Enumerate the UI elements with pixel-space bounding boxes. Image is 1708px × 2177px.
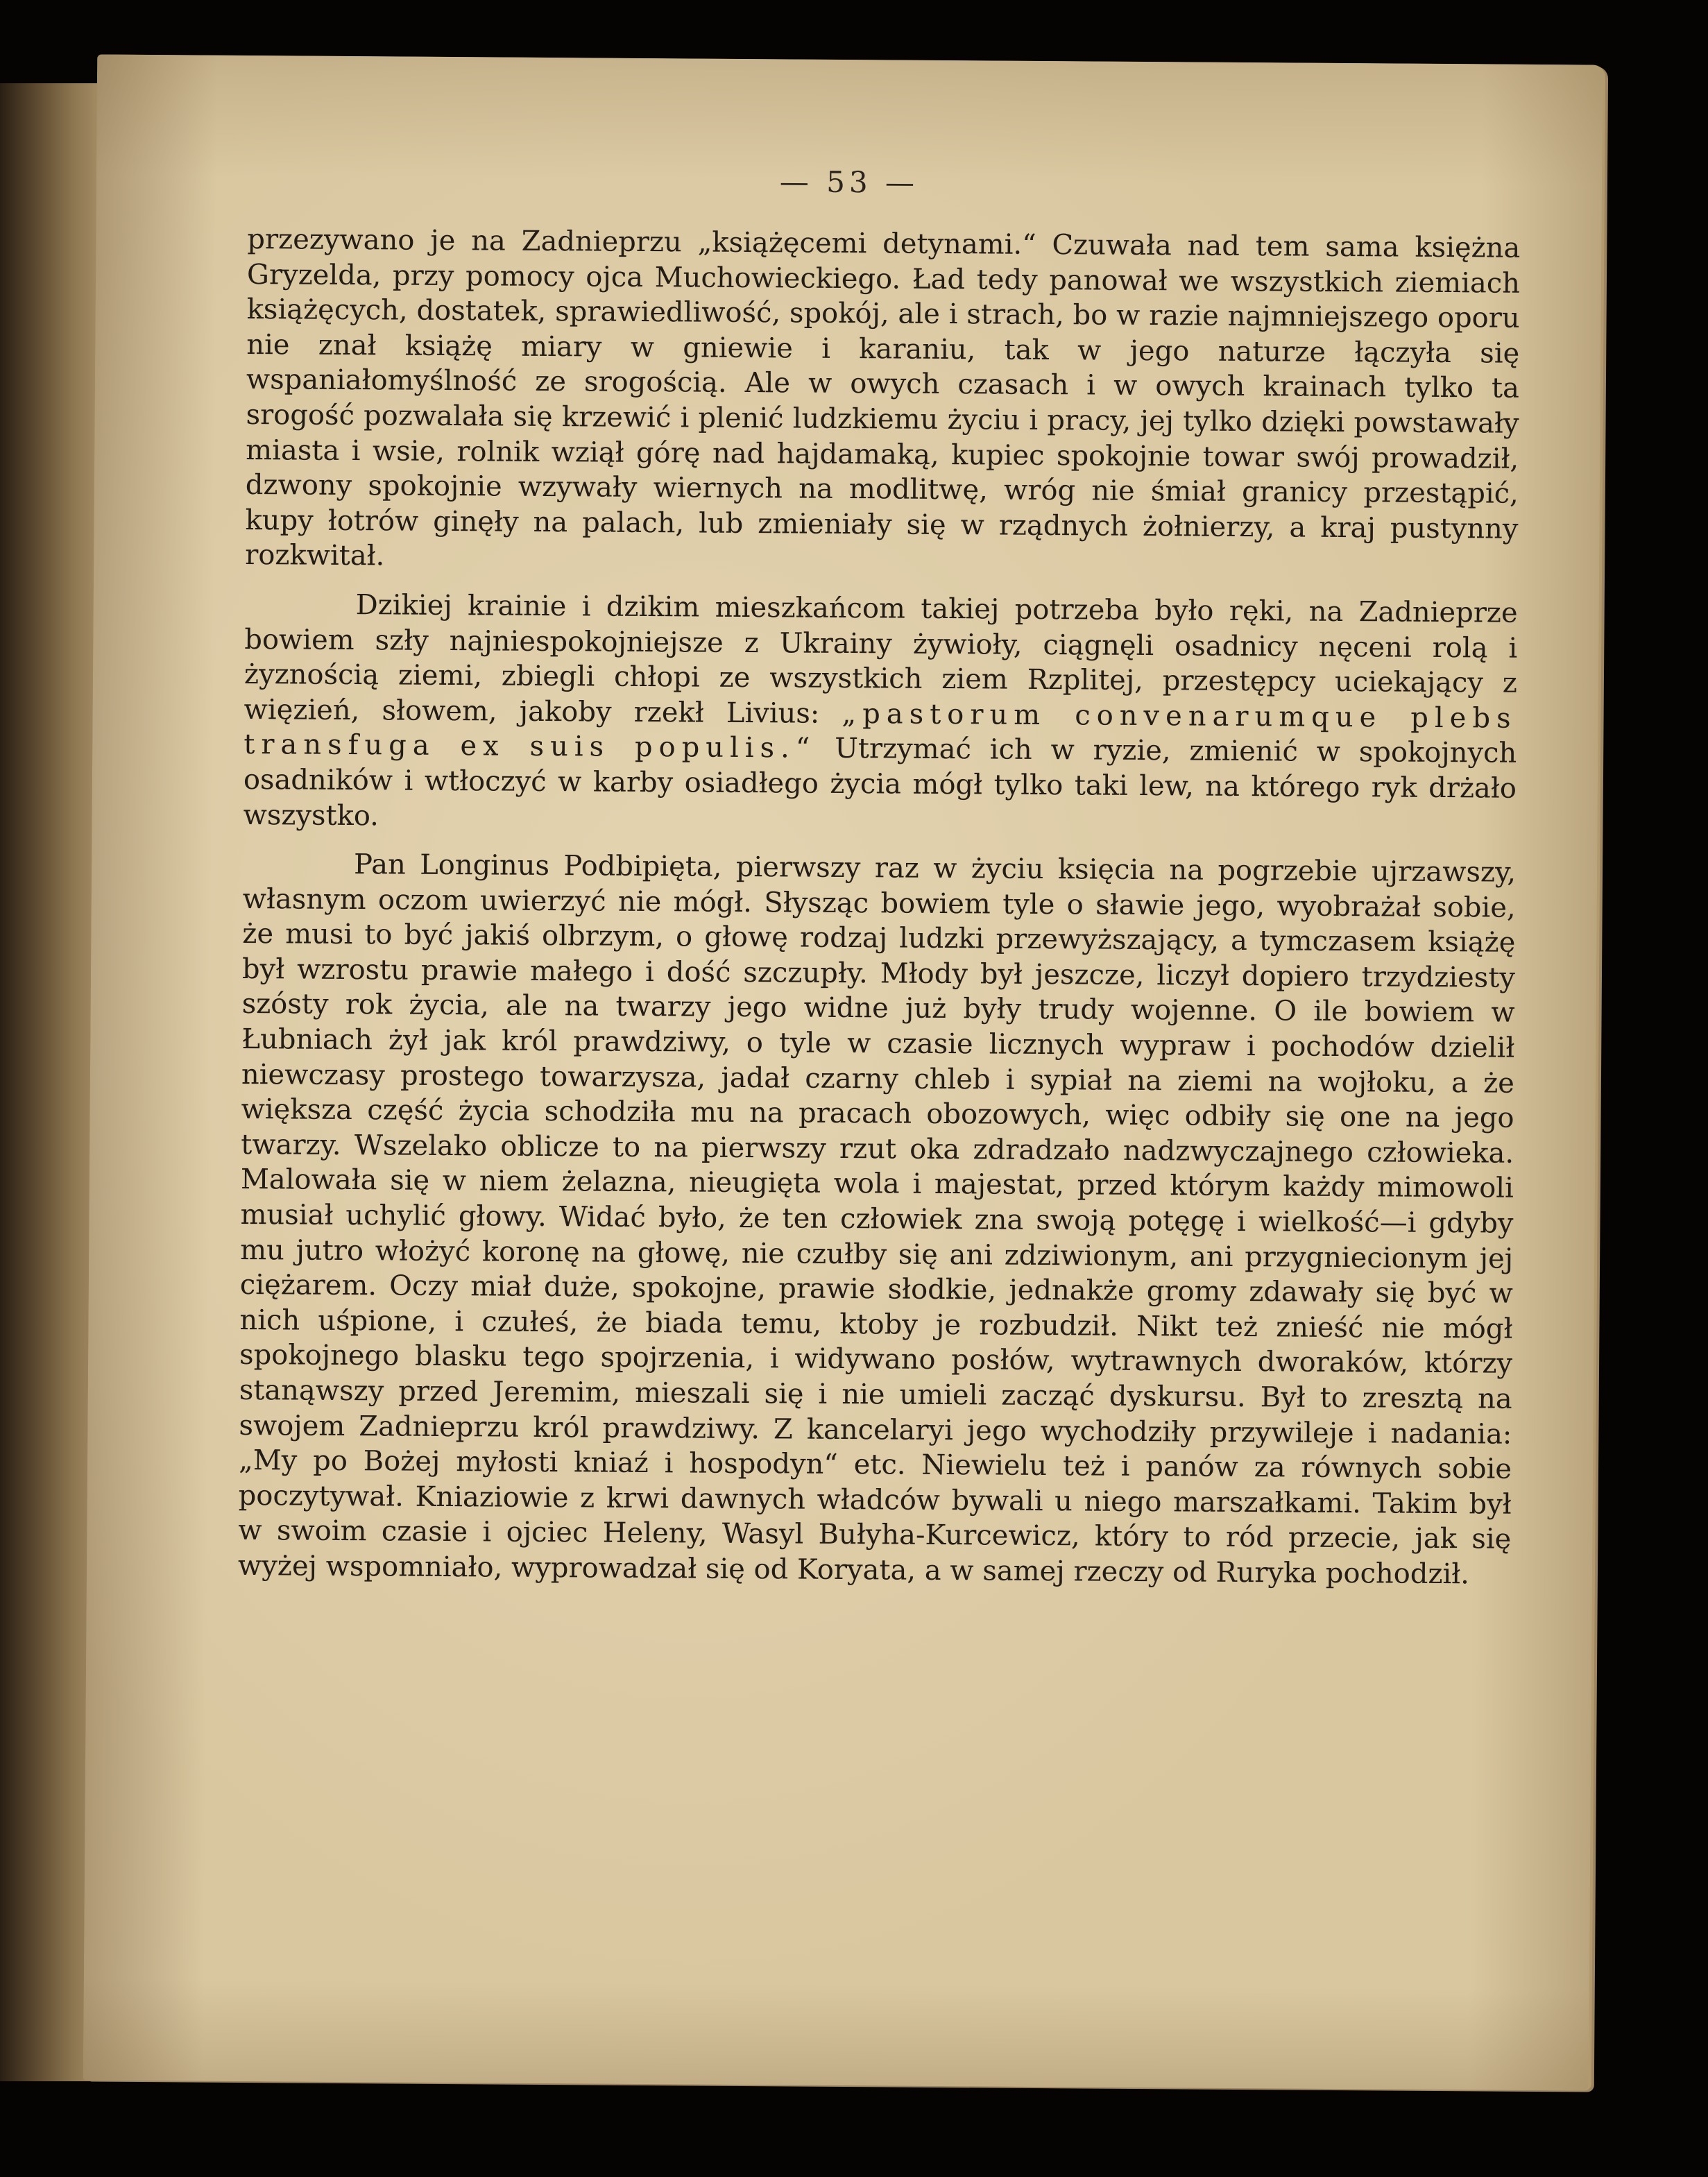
paragraph-2-after: Utrzymać ich w ryzie, zmienić w spokojnych osadników i wtłoczyć w karby osiadłego życia mógł tylko taki lew, na którego ryk drżało wszystko.: [243, 733, 1517, 832]
book-page: [83, 54, 1603, 2090]
page-number: — 53 —: [779, 164, 919, 200]
paragraph-2: [243, 587, 1517, 842]
body-text: [238, 222, 1521, 1592]
paragraph-2-before: Dzikiej krainie i dzikim mieszkańcom takiej potrzeba było ręki, na Zadnieprze bowiem szły najniespokojniejsze z Ukrainy żywioły, ciągnęli osadnicy nęceni rolą i żyznością ziemi, zbiegli chłopi ze wszystkich ziem Rzplitej, przestępcy uciekający z więzień, słowem, jakoby rzekł Livius:: [244, 589, 1518, 730]
paragraph-1: przezywano je na Zadnieprzu „książęcemi detynami.“ Czuwała nad tem sama księżna Gryzelda, przy pomocy ojca Muchowieckiego. Ład tedy panował we wszystkich ziemiach książęcych, dostatek, sprawiedliwość, spokój, ale i strach, bo w razie najmniejszego oporu nie znał książę miary w gniewie i karaniu, tak w jego naturze łączyła się wspaniałomyślność ze srogością. Ale w owych czasach i w owych krainach tylko ta srogość pozwalała się krzewić i plenić ludzkiemu życiu i pracy, jej tylko dzięki powstawały miasta i wsie, rolnik wziął górę nad hajdamaką, kupiec spokojnie towar swój prowadził, dzwony spokojnie wzywały wiernych na modlitwę, wróg nie śmiał granicy przestąpić, kupy łotrów ginęły na palach, lub zmieniały się w rządnych żołnierzy, a kraj pustynny rozkwitał.: [245, 223, 1521, 572]
latin-quote: „pastorum convenarumque plebs transfuga ex suis populis.“: [244, 697, 1517, 765]
paragraph-3: Pan Longinus Podbipięta, pierwszy raz w życiu księcia na pogrzebie ujrzawszy, własnym oczom uwierzyć nie mógł. Słysząc bowiem tyle o sławie jego, wyobrażał sobie, że musi to być jakiś olbrzym, o głowę rodzaj ludzki przewyższający, a tymczasem książę był wzrostu prawie małego i dość szczupły. Młody był jeszcze, liczył dopiero trzydziesty szósty rok życia, ale na twarzy jego widne już były trudy wojenne. O ile bowiem w Łubniach żył jak król prawdziwy, o tyle w czasie licznych wypraw i pochodów dzielił niewczasy prostego towarzysza, jadał czarny chleb i sypiał na ziemi na wojłoku, a że większa część życia schodziła mu na pracach obozowych, więc odbiły się one na jego twarzy. Wszelako oblicze to na pierwszy rzut oka zdradzało nadzwyczajnego człowieka. Malowała się w niem żelazna, nieugięta wola i majestat, przed którym każdy mimowoli musiał uchylić głowy. Widać było, że ten człowiek zna swoją potęgę i wielkość—i gdyby mu jutro włożyć koronę na głowę, nie czułby się ani zdziwionym, ani przygniecionym jej ciężarem. Oczy miał duże, spokojne, prawie słodkie, jednakże gromy zdawały się być w nich uśpione, i czułeś, że biada temu, ktoby je rozbudził. Nikt też znieść nie mógł spokojnego blasku tego spojrzenia, i widywano posłów, wytrawnych dworaków, którzy stanąwszy przed Jeremim, mieszali się i nie umieli zacząć dyskursu. Był to zresztą na swojem Zadnieprzu król prawdziwy. Z kancelaryi jego wychodziły przywileje i nadania: „My po Bożej myłosti kniaź i hospodyn“ etc. Niewielu też i panów za równych sobie poczytywał. Kniaziowie z krwi dawnych władców bywali u niego marszałkami. Takim był w swoim czasie i ojciec Heleny, Wasyl Bułyha-Kurcewicz, który to ród przecie, jak się wyżej wspomniało, wyprowadzał się od Koryata, a w samej rzeczy od Ruryka pochodził.: [237, 848, 1517, 1591]
